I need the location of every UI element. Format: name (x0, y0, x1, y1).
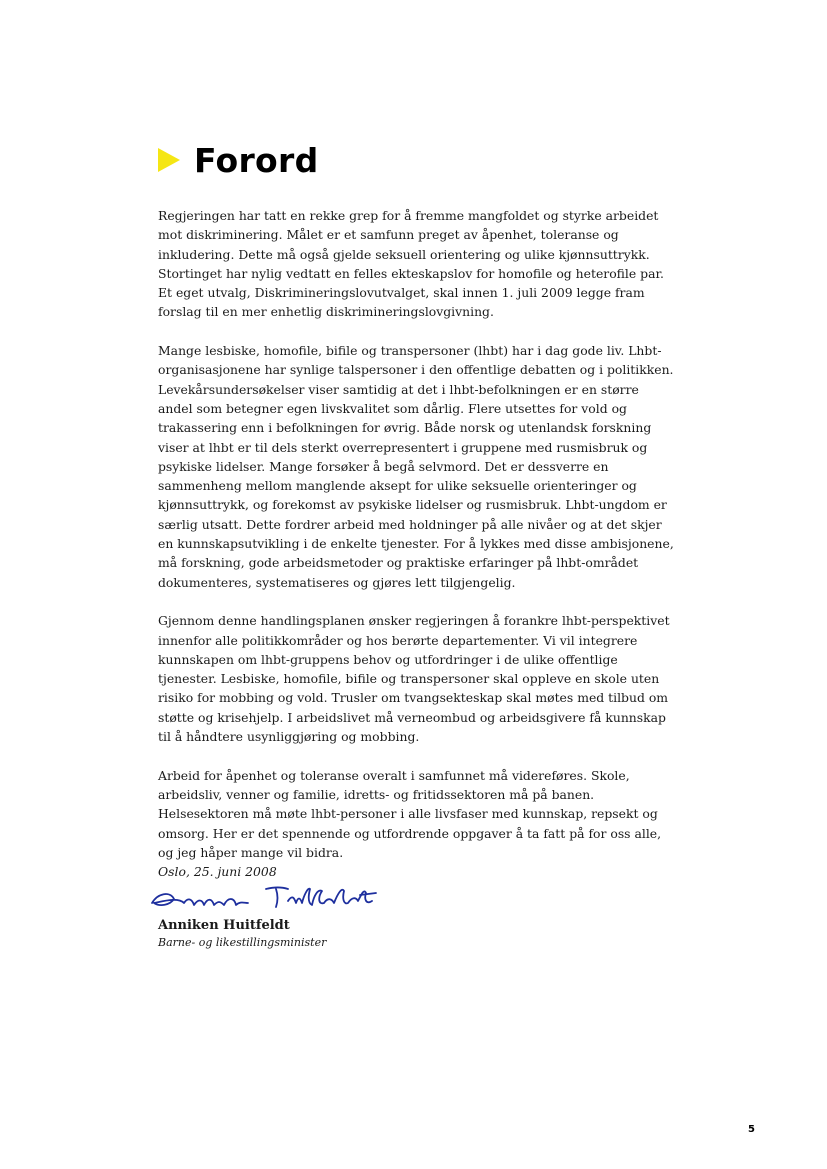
page-title: Forord (194, 140, 319, 180)
page-number: 5 (748, 1124, 755, 1135)
handwritten-signature-icon (148, 883, 388, 917)
body-text (158, 206, 674, 881)
signature-block (158, 862, 388, 951)
paragraph-3: Gjennom denne handlingsplanen ønsker regjeringen å forankre lhbt-perspektivet innenfor alle politikkområder og hos berørte departementer. Vi vil integrere kunnskapen om lhbt-gruppens behov og utfordringer i de ulike offentlige tjenester. Lesbiske, homofile, bifile og transpersoner skal oppleve en skole uten risiko for mobbing og vold. Trusler om tvangsekteskap skal møtes med tilbud om støtte og krisehjelp. I arbeidslivet må verneombud og arbeidsgivere få kunnskap til å håndtere usynliggjøring og mobbing. (158, 613, 670, 745)
signatory-title: Barne- og likestillingsminister (158, 936, 327, 949)
triangle-marker-icon (158, 148, 180, 172)
section-heading (158, 138, 319, 182)
paragraph-1: Regjeringen har tatt en rekke grep for å fremme mangfoldet og styrke arbeidet mot diskriminering. Målet er et samfunn preget av åpenhet, toleranse og inkludering. Dette må også gjelde seksuell orientering og ulike kjønnsuttrykk. Stortinget har nylig vedtatt en felles ekteskapslov for homofile og heterofile par. Et eget utvalg, Diskrimineringslovutvalget, skal innen 1. juli 2009 legge fram forslag til en mer enhetlig diskrimineringslovgivning. (158, 208, 664, 320)
paragraph-4: Arbeid for åpenhet og toleranse overalt i samfunnet må videreføres. Skole, arbeidsliv, venner og familie, idretts- og fritidssektoren må på banen. Helsesektoren må møte lhbt-personer i alle livsfaser med kunnskap, repsekt og omsorg. Her er det spennende og utfordrende oppgaver å ta fatt på for oss alle, og jeg håper mange vil bidra. (158, 767, 662, 860)
place-date: Oslo, 25. juni 2008 (158, 864, 277, 879)
paragraph-2: Mange lesbiske, homofile, bifile og transpersoner (lhbt) har i dag gode liv. Lhbt-organisasjonene har synlige talspersoner i den offentlige debatten og i politikken. Levekårsundersøkelser viser samtidig at det i lhbt-befolkningen er en større andel som betegner egen livskvalitet som dårlig. Flere utsettes for vold og trakassering enn i befolkningen for øvrig. Både norsk og utenlandsk forskning viser at lhbt er til dels sterkt overrepresentert i gruppene med rusmisbruk og psykiske lidelser. Mange forsøker å begå selvmord. Det er dessverre en sammenheng mellom manglende aksept for ulike seksuelle orienteringer og kjønnsuttrykk, og forekomst av psykiske lidelser og rusmisbruk. Lhbt-ungdom er særlig utsatt. Dette fordrer arbeid med holdninger på alle nivåer og at det skjer en kunnskapsutvikling i de enkelte tjenester. For å lykkes med disse ambisjonene, må forskning, gode arbeidsmetoder og praktiske erfaringer på lhbt-området dokumenteres, systematiseres og gjøres lett tilgjengelig. (158, 343, 674, 590)
signatory-name: Anniken Huitfeldt (158, 918, 290, 933)
